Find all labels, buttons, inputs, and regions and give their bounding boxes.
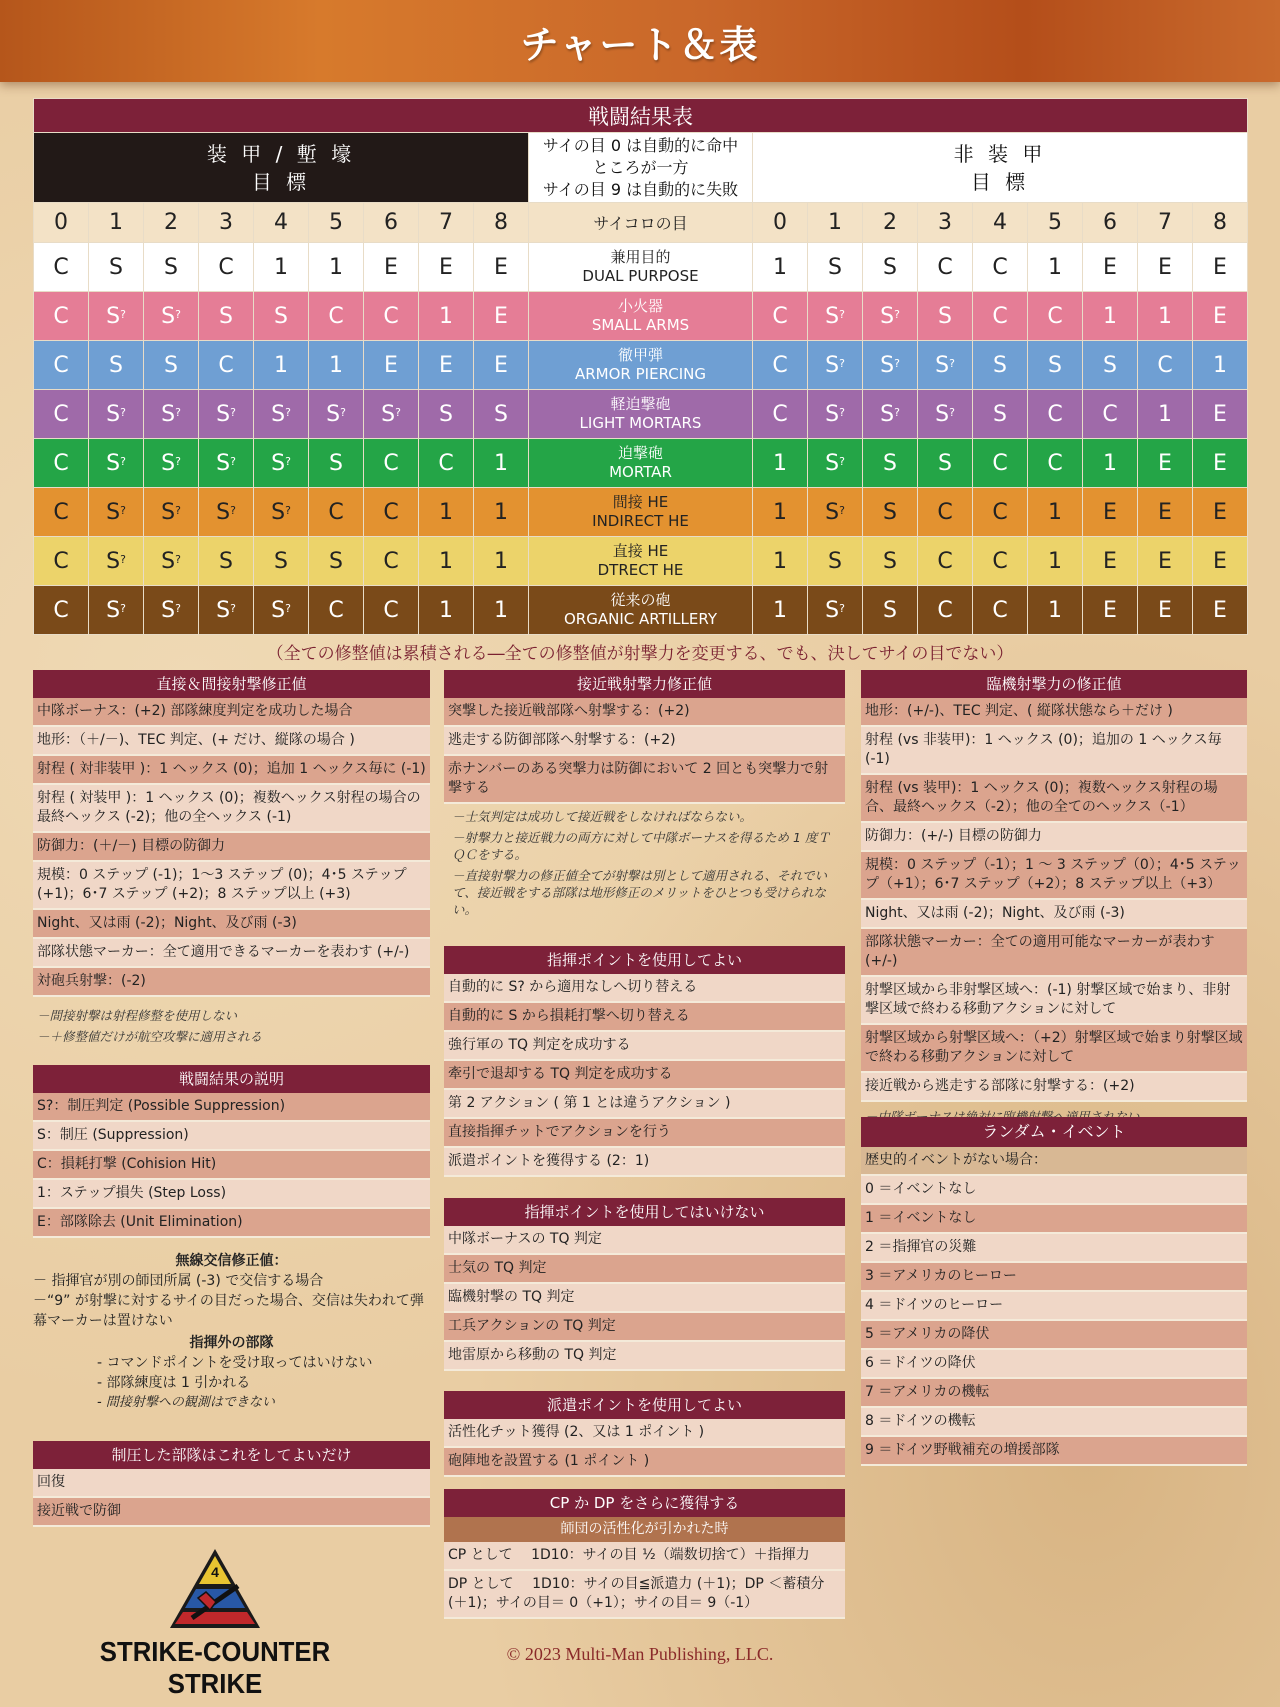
weapon-type-jp: 徹甲弾: [617, 346, 663, 364]
crt-nonarmored-cell: C: [973, 586, 1028, 635]
crt-row: [34, 390, 1248, 439]
crt-nonarmored-cell: S?: [808, 488, 863, 537]
radio-modifiers: [33, 1251, 430, 1413]
modifier-note: －＋修整値だけが航空攻撃に適用される: [37, 1029, 263, 1044]
suppressed-title: 制圧した部隊はこれをしてよいだけ: [33, 1441, 430, 1469]
crt-armored-cell: S?: [254, 390, 309, 439]
weapon-type-jp: 間接 HE: [612, 493, 669, 511]
crt-armored-cell: 1: [419, 586, 474, 635]
crt-armored-cell: S?: [89, 292, 144, 341]
dice-armored-5: 5: [309, 203, 364, 243]
crt-armored-cell: S?: [144, 488, 199, 537]
dp-use-title: 派遣ポイントを使用してよい: [444, 1391, 845, 1419]
random-event-row: 6 ＝ドイツの降伏: [861, 1350, 1247, 1379]
crt-nonarmored-cell: S?: [918, 390, 973, 439]
random-event-row: 8 ＝ドイツの機転: [861, 1408, 1247, 1437]
opportunity-row: 規模：0 ステップ（-1）；1 ～ 3 ステップ（0）；4･5 ステップ（+1）；6･7 ステップ（+2）；8 ステップ以上（+3）: [861, 852, 1247, 900]
crt-nonarmored-cell: S?: [863, 390, 918, 439]
crt-nonarmored-cell: E: [1138, 488, 1193, 537]
crt-nonarmored-cell: E: [1193, 439, 1248, 488]
weapon-type-label: [529, 243, 753, 292]
crt-nonarmored-cell: C: [1028, 292, 1083, 341]
weapon-type-label: [529, 341, 753, 390]
crt-nonarmored-cell: 1: [753, 243, 808, 292]
crt-nonarmored-cell: S: [808, 537, 863, 586]
cp-use-row: 自動的に S から損耗打撃へ切り替える: [444, 1003, 845, 1032]
crt-armored-cell: S: [309, 537, 364, 586]
crt-armored-cell: S: [254, 292, 309, 341]
cp-no-box: [444, 1198, 845, 1371]
dice-armored-8: 8: [474, 203, 529, 243]
crt-nonarmored-cell: C: [973, 439, 1028, 488]
crt-nonarmored-cell: 1: [1083, 439, 1138, 488]
crt-nonarmored-cell: S: [973, 341, 1028, 390]
crt-nonarmored-cell: C: [753, 292, 808, 341]
outside-line-3: - 間接射撃への観測はできない: [97, 1395, 275, 1410]
crt-nonarmored-cell: S: [1028, 341, 1083, 390]
crt-nonarmored-cell: 1: [753, 488, 808, 537]
cp-no-row: 士気の TQ 判定: [444, 1255, 845, 1284]
dice-nonarmored-3: 3: [918, 203, 973, 243]
close-combat-modifiers: [444, 670, 845, 920]
modifier-row: 部隊状態マーカー：全て適用できるマーカーを表わす (+/-): [33, 939, 430, 968]
crt-row: [34, 243, 1248, 292]
crt-armored-cell: 1: [419, 537, 474, 586]
opportunity-title: 臨機射撃力の修正値: [861, 670, 1247, 698]
nonarmored-target-header: 非 装 甲 目 標: [753, 133, 1248, 203]
crt-nonarmored-cell: E: [1083, 586, 1138, 635]
crt-armored-cell: E: [474, 292, 529, 341]
close-combat-row: 逃走する防御部隊へ射撃する：(+2): [444, 727, 845, 756]
crt-nonarmored-cell: C: [973, 292, 1028, 341]
crt-armored-cell: S: [199, 292, 254, 341]
title-banner: [0, 0, 1280, 82]
more-cp-title: CP か DP をさらに獲得する: [444, 1489, 845, 1517]
outside-command-title: 指揮外の部隊: [189, 1335, 274, 1351]
crt-armored-cell: S?: [144, 586, 199, 635]
crt-armored-cell: 1: [419, 292, 474, 341]
crt-nonarmored-cell: S: [863, 488, 918, 537]
weapon-type-label: [529, 439, 753, 488]
crt-armored-cell: E: [474, 341, 529, 390]
crt-armored-cell: C: [309, 292, 364, 341]
crt-nonarmored-cell: S: [808, 243, 863, 292]
crt-armored-cell: C: [34, 390, 89, 439]
crt-nonarmored-cell: C: [918, 586, 973, 635]
cp-no-title: 指揮ポイントを使用してはいけない: [444, 1198, 845, 1226]
crt-armored-cell: S?: [89, 439, 144, 488]
more-cp-box: [444, 1489, 845, 1619]
dice-armored-2: 2: [144, 203, 199, 243]
crt-armored-cell: E: [419, 243, 474, 292]
results-explanation-title: 戦闘結果の説明: [33, 1065, 430, 1093]
opportunity-row: 射撃区域から射撃区域へ：（+2）射撃区域で始まり射撃区域で終わる移動アクションに対して: [861, 1025, 1247, 1073]
dice-armored-3: 3: [199, 203, 254, 243]
crt-nonarmored-cell: S: [918, 292, 973, 341]
crt-nonarmored-cell: S: [863, 537, 918, 586]
crt-nonarmored-cell: E: [1193, 292, 1248, 341]
opportunity-row: 部隊状態マーカー：全ての適用可能なマーカーが表わす (+/-): [861, 929, 1247, 977]
crt-nonarmored-cell: E: [1193, 488, 1248, 537]
modifier-row: 中隊ボーナス：(+2) 部隊練度判定を成功した場合: [33, 698, 430, 727]
crt-armored-cell: E: [419, 341, 474, 390]
crt-nonarmored-cell: C: [973, 488, 1028, 537]
dice-armored-7: 7: [419, 203, 474, 243]
opportunity-row: 射程 (vs 装甲)：1 ヘックス (0)；複数ヘックス射程の場合、最終ヘックス（-2）；他の全てのヘックス（-1）: [861, 775, 1247, 823]
crt-armored-cell: S?: [254, 488, 309, 537]
crt-nonarmored-cell: E: [1083, 537, 1138, 586]
crt-nonarmored-cell: S: [863, 586, 918, 635]
crt-armored-cell: C: [34, 537, 89, 586]
close-combat-row: 赤ナンバーのある突撃力は防御において 2 回とも突撃力で射撃する: [444, 756, 845, 804]
crt-armored-cell: S: [254, 537, 309, 586]
dice-nonarmored-5: 5: [1028, 203, 1083, 243]
weapon-type-en: ORGANIC ARTILLERY: [564, 610, 717, 628]
cp-no-row: 工兵アクションの TQ 判定: [444, 1313, 845, 1342]
modifier-row: 射程 ( 対非装甲 )：1 ヘックス (0)；追加 1 ヘックス毎に (-1): [33, 756, 430, 785]
opportunity-row: 接近戦から逃走する部隊に射撃する：(+2): [861, 1073, 1247, 1102]
crt-nonarmored-cell: E: [1193, 537, 1248, 586]
crt-title: 戦闘結果表: [34, 99, 1248, 133]
crt-armored-cell: S?: [144, 439, 199, 488]
crt-nonarmored-cell: C: [973, 243, 1028, 292]
crt-nonarmored-cell: S?: [808, 341, 863, 390]
result-row: C：損耗打撃 (Cohision Hit): [33, 1151, 430, 1180]
weapon-type-jp: 従来の砲: [610, 591, 671, 609]
weapon-type-label: [529, 537, 753, 586]
crt-armored-cell: S: [144, 243, 199, 292]
close-combat-note: －射撃力と接近戦力の両方に対して中隊ボーナスを得るため 1 度ＴＱＣをする。: [452, 830, 830, 862]
weapon-type-en: DTRECT HE: [597, 561, 684, 579]
weapon-type-en: LIGHT MORTARS: [579, 414, 702, 432]
crt-armored-cell: E: [474, 243, 529, 292]
opportunity-fire-modifiers: [861, 670, 1247, 1127]
crt-nonarmored-cell: 1: [1138, 292, 1193, 341]
close-combat-note: －直接射撃力の修正値全てが射撃は別として適用される、それでいて、接近戦をする部隊は地形修正のメリットをひとつも受けられない。: [452, 868, 828, 917]
weapon-type-jp: 直接 HE: [612, 542, 669, 560]
result-row: E：部隊除去 (Unit Elimination): [33, 1209, 430, 1238]
dice-nonarmored-6: 6: [1083, 203, 1138, 243]
crt-armored-cell: 1: [309, 243, 364, 292]
direct-indirect-modifiers: [33, 670, 430, 1047]
page-title: チャート＆表: [520, 23, 760, 67]
weapon-type-en: INDIRECT HE: [592, 512, 689, 530]
modifier-row: 射程 ( 対装甲 )：1 ヘックス (0)；複数ヘックス射程の場合の最終ヘックス (-2)；他の全ヘックス (-1): [33, 785, 430, 833]
dp-use-row: 砲陣地を設置する (1 ポイント ): [444, 1448, 845, 1477]
crt-nonarmored-cell: C: [1138, 341, 1193, 390]
crt-nonarmored-cell: S?: [808, 586, 863, 635]
result-row: S?：制圧判定 (Possible Suppression): [33, 1093, 430, 1122]
crt-armored-cell: C: [364, 292, 419, 341]
close-combat-row: 突撃した接近戦部隊へ射撃する：(+2): [444, 698, 845, 727]
random-event-row: 5 ＝アメリカの降伏: [861, 1321, 1247, 1350]
more-cp-subtitle: 師団の活性化が引かれた時: [444, 1517, 845, 1542]
weapon-type-en: DUAL PURPOSE: [582, 267, 699, 285]
crt-nonarmored-cell: S?: [808, 439, 863, 488]
suppressed-row: 接近戦で防御: [33, 1498, 430, 1527]
crt-armored-cell: S: [419, 390, 474, 439]
opportunity-row: 地形：(+/-)、TEC 判定、( 縦隊状態なら＋だけ ): [861, 698, 1247, 727]
weapon-type-en: MORTAR: [609, 463, 672, 481]
crt-nonarmored-cell: 1: [1193, 341, 1248, 390]
dice-nonarmored-1: 1: [808, 203, 863, 243]
crt-nonarmored-cell: E: [1193, 390, 1248, 439]
dice-armored-6: 6: [364, 203, 419, 243]
random-subtitle: 歴史的イベントがない場合：: [861, 1147, 1247, 1176]
crt-armored-cell: S?: [89, 390, 144, 439]
crt-nonarmored-cell: 1: [1028, 243, 1083, 292]
crt-nonarmored-cell: C: [973, 537, 1028, 586]
random-event-row: 7 ＝アメリカの機転: [861, 1379, 1247, 1408]
crt-armored-cell: C: [34, 243, 89, 292]
cp-use-row: 第 2 アクション ( 第 1 とは違うアクション ): [444, 1090, 845, 1119]
random-event-row: 1 ＝イベントなし: [861, 1205, 1247, 1234]
crt-nonarmored-cell: 1: [1028, 586, 1083, 635]
cp-no-row: 中隊ボーナスの TQ 判定: [444, 1226, 845, 1255]
crt-nonarmored-cell: C: [918, 243, 973, 292]
dice-armored-1: 1: [89, 203, 144, 243]
crt-armored-cell: S?: [254, 586, 309, 635]
dice-nonarmored-4: 4: [973, 203, 1028, 243]
crt-row: [34, 537, 1248, 586]
crt-armored-cell: C: [364, 439, 419, 488]
cumulative-note: （全ての修整値は累積される―全ての修整値が射撃力を変更する、でも、決してサイの目でない）: [266, 644, 1014, 664]
radio-line-2: －“9” が射撃に対するサイの目だった場合、交信は失われて弾幕マーカーは置けない: [33, 1293, 424, 1329]
random-event-row: 9 ＝ドイツ野戦補充の増援部隊: [861, 1437, 1247, 1466]
dice-label: サイコロの目: [529, 203, 753, 243]
crt-armored-cell: S?: [199, 390, 254, 439]
crt-armored-cell: S: [89, 243, 144, 292]
cp-use-row: 自動的に S? から適用なしへ切り替える: [444, 974, 845, 1003]
crt-armored-cell: C: [34, 586, 89, 635]
crt-nonarmored-cell: C: [1083, 390, 1138, 439]
crt-nonarmored-cell: C: [753, 341, 808, 390]
crt-row: [34, 439, 1248, 488]
crt-nonarmored-cell: C: [918, 488, 973, 537]
crt-row: [34, 488, 1248, 537]
crt-nonarmored-cell: C: [918, 537, 973, 586]
crt-armored-cell: 1: [474, 537, 529, 586]
cp-no-row: 地雷原から移動の TQ 判定: [444, 1342, 845, 1371]
result-row: S：制圧 (Suppression): [33, 1122, 430, 1151]
crt-armored-cell: S?: [199, 439, 254, 488]
crt-armored-cell: S: [309, 439, 364, 488]
dice-nonarmored-2: 2: [863, 203, 918, 243]
armored-target-header: 装 甲 / 塹 壕 目 標: [34, 133, 529, 203]
weapon-type-label: [529, 292, 753, 341]
crt-armored-cell: S?: [199, 586, 254, 635]
crt-armored-cell: 1: [474, 586, 529, 635]
weapon-type-label: [529, 390, 753, 439]
random-events-box: [861, 1117, 1247, 1466]
dp-use-row: 活性化チット獲得 (2、又は 1 ポイント ): [444, 1419, 845, 1448]
crt-armored-cell: 1: [474, 439, 529, 488]
close-combat-note: －士気判定は成功して接近戦をしなければならない。: [452, 809, 753, 824]
modifier-note: －間接射撃は射程修整を使用しない: [37, 1008, 238, 1023]
crt-nonarmored-cell: S: [973, 390, 1028, 439]
crt-armored-cell: E: [364, 341, 419, 390]
crt-armored-cell: 1: [254, 243, 309, 292]
crt-armored-cell: C: [199, 341, 254, 390]
cp-use-row: 強行軍の TQ 判定を成功する: [444, 1032, 845, 1061]
crt-row: [34, 292, 1248, 341]
opportunity-row: Night、又は雨 (-2)；Night、及び雨 (-3): [861, 900, 1247, 929]
cp-use-title: 指揮ポイントを使用してよい: [444, 946, 845, 974]
radio-title: 無線交信修正値：: [175, 1253, 288, 1269]
crt-armored-cell: 1: [254, 341, 309, 390]
dice-nonarmored-0: 0: [753, 203, 808, 243]
crt-nonarmored-cell: S: [863, 439, 918, 488]
opportunity-row: 防御力：(+/-) 目標の防御力: [861, 823, 1247, 852]
crt-nonarmored-cell: 1: [1028, 488, 1083, 537]
crt-armored-cell: S?: [89, 488, 144, 537]
crt-nonarmored-cell: S: [918, 439, 973, 488]
crt-nonarmored-cell: C: [1028, 439, 1083, 488]
crt-row: [34, 341, 1248, 390]
crt-armored-cell: C: [364, 488, 419, 537]
crt-armored-cell: C: [34, 341, 89, 390]
modifier-row: Night、又は雨 (-2)；Night、及び雨 (-3): [33, 910, 430, 939]
modifier-row: 対砲兵射撃：(-2): [33, 968, 430, 997]
crt-nonarmored-cell: E: [1138, 537, 1193, 586]
crt-armored-cell: 1: [309, 341, 364, 390]
dice-nonarmored-8: 8: [1193, 203, 1248, 243]
crt-armored-cell: C: [34, 292, 89, 341]
dp-use-box: [444, 1391, 845, 1477]
modifier-row: 規模：0 ステップ (-1)；1～3 ステップ (0)；4･5 ステップ (+1)；6･7 ステップ (+2)；8 ステップ以上 (+3): [33, 862, 430, 910]
cp-use-row: 派遣ポイントを獲得する (2：1): [444, 1148, 845, 1177]
weapon-type-jp: 迫撃砲: [617, 444, 663, 462]
more-cp-row-cp: CP として 1D10：サイの目 ½（端数切捨て）＋指揮力: [444, 1542, 845, 1571]
crt-armored-cell: C: [309, 488, 364, 537]
modifier-row: 防御力：(＋/－) 目標の防御力: [33, 833, 430, 862]
dice-armored-0: 0: [34, 203, 89, 243]
opportunity-row: 射程 (vs 非装甲)：1 ヘックス (0)；追加の 1 ヘックス毎 (-1): [861, 727, 1247, 775]
game-logo: [70, 1546, 360, 1699]
weapon-type-en: ARMOR PIERCING: [575, 365, 706, 383]
crt-nonarmored-cell: 1: [1083, 292, 1138, 341]
random-event-row: 0 ＝イベントなし: [861, 1176, 1247, 1205]
crt-nonarmored-cell: 1: [1028, 537, 1083, 586]
crt-armored-cell: S?: [144, 537, 199, 586]
crt-armored-cell: S?: [89, 586, 144, 635]
copyright: © 2023 Multi-Man Publishing, LLC.: [506, 1644, 774, 1664]
combat-results-table: [33, 98, 1248, 635]
crt-nonarmored-cell: E: [1138, 439, 1193, 488]
badge-number: 4: [211, 1564, 219, 1580]
crt-armored-cell: S?: [144, 292, 199, 341]
crt-nonarmored-cell: S?: [808, 292, 863, 341]
crt-nonarmored-cell: 1: [1138, 390, 1193, 439]
random-event-row: 3 ＝アメリカのヒーロー: [861, 1263, 1247, 1292]
crt-armored-cell: C: [364, 537, 419, 586]
crt-nonarmored-cell: E: [1083, 488, 1138, 537]
crt-nonarmored-cell: S?: [808, 390, 863, 439]
game-title: STRIKE-COUNTER STRIKE: [99, 1636, 331, 1699]
opportunity-row: 射撃区域から非射撃区域へ：(-1) 射撃区域で始まり、非射撃区域で終わる移動アクションに対して: [861, 977, 1247, 1025]
outside-line-1: - コマンドポイントを受け取ってはいけない: [97, 1355, 373, 1371]
crt-armored-cell: S?: [364, 390, 419, 439]
crt-armored-cell: C: [364, 586, 419, 635]
random-event-row: 4 ＝ドイツのヒーロー: [861, 1292, 1247, 1321]
crt-armored-cell: C: [34, 488, 89, 537]
auto-hit-rule: サイの目 0 は自動的に命中 ところが一方 サイの目 9 は自動的に失敗: [529, 133, 753, 203]
crt-armored-cell: S: [144, 341, 199, 390]
crt-armored-cell: S: [199, 537, 254, 586]
crt-nonarmored-cell: S: [1083, 341, 1138, 390]
modifier-row: 地形：（＋/－)、TEC 判定、(+ だけ、縦隊の場合 ): [33, 727, 430, 756]
crt-nonarmored-cell: S?: [863, 292, 918, 341]
crt-nonarmored-cell: 1: [753, 439, 808, 488]
crt-armored-cell: S?: [309, 390, 364, 439]
crt-row: [34, 586, 1248, 635]
crt-nonarmored-cell: S?: [863, 341, 918, 390]
crt-nonarmored-cell: S: [863, 243, 918, 292]
radio-line-1: － 指揮官が別の師団所属 (-3) で交信する場合: [33, 1273, 324, 1289]
cp-no-row: 臨機射撃の TQ 判定: [444, 1284, 845, 1313]
more-cp-row-dp: DP として 1D10：サイの目≦派遣力 (＋1)；DP ＜蓄積分 (＋1)；サイの目＝ 0（+1）；サイの目＝ 9（-1）: [444, 1571, 845, 1619]
crt-armored-cell: S: [89, 341, 144, 390]
dice-nonarmored-7: 7: [1138, 203, 1193, 243]
results-explanation: [33, 1065, 430, 1238]
cp-use-row: 直接指揮チットでアクションを行う: [444, 1119, 845, 1148]
crt-armored-cell: C: [34, 439, 89, 488]
crt-armored-cell: 1: [474, 488, 529, 537]
suppressed-row: 回復: [33, 1469, 430, 1498]
random-event-row: 2 ＝指揮官の災難: [861, 1234, 1247, 1263]
crt-armored-cell: C: [419, 439, 474, 488]
crt-nonarmored-cell: S?: [918, 341, 973, 390]
crt-nonarmored-cell: E: [1193, 586, 1248, 635]
crt-nonarmored-cell: E: [1083, 243, 1138, 292]
crt-nonarmored-cell: E: [1193, 243, 1248, 292]
crt-armored-cell: 1: [419, 488, 474, 537]
cp-use-row: 牽引で退却する TQ 判定を成功する: [444, 1061, 845, 1090]
crt-armored-cell: S: [474, 390, 529, 439]
crt-armored-cell: S?: [199, 488, 254, 537]
crt-armored-cell: E: [364, 243, 419, 292]
crt-armored-cell: S?: [144, 390, 199, 439]
crt-armored-cell: C: [199, 243, 254, 292]
direct-indirect-title: 直接＆間接射撃修正値: [33, 670, 430, 698]
crt-nonarmored-cell: 1: [753, 586, 808, 635]
random-title: ランダム・イベント: [861, 1117, 1247, 1147]
weapon-type-en: SMALL ARMS: [591, 316, 690, 334]
result-row: 1：ステップ損失 (Step Loss): [33, 1180, 430, 1209]
outside-line-2: - 部隊練度は 1 引かれる: [97, 1375, 251, 1391]
dice-armored-4: 4: [254, 203, 309, 243]
suppressed-units: [33, 1441, 430, 1527]
crt-nonarmored-cell: E: [1138, 243, 1193, 292]
weapon-type-jp: 軽迫撃砲: [610, 395, 671, 413]
close-combat-title: 接近戦射撃力修正値: [444, 670, 845, 698]
crt-nonarmored-cell: E: [1138, 586, 1193, 635]
armored-division-badge-icon: [70, 1546, 360, 1636]
weapon-type-label: [529, 586, 753, 635]
weapon-type-jp: 兼用目的: [610, 248, 671, 266]
weapon-type-label: [529, 488, 753, 537]
cp-use-box: [444, 946, 845, 1177]
crt-armored-cell: S?: [89, 537, 144, 586]
crt-armored-cell: C: [309, 586, 364, 635]
weapon-type-jp: 小火器: [617, 297, 663, 315]
crt-nonarmored-cell: 1: [753, 537, 808, 586]
dice-roll-row: [34, 203, 1248, 243]
crt-armored-cell: S?: [254, 439, 309, 488]
crt-nonarmored-cell: C: [753, 390, 808, 439]
crt-nonarmored-cell: C: [1028, 390, 1083, 439]
